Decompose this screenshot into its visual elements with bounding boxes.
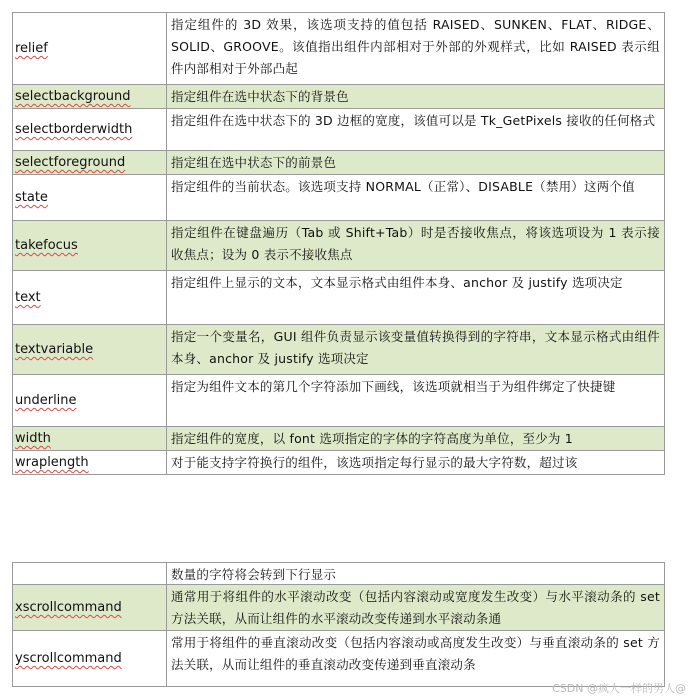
table-row: [12, 631, 665, 687]
table-row: [12, 221, 665, 271]
option-name: relief: [12, 13, 166, 84]
option-description: 指定组在选中状态下的前景色: [166, 151, 665, 174]
option-name: underline: [12, 375, 166, 426]
table-row: [12, 109, 665, 151]
option-description: 指定组件上显示的文本，文本显示格式由组件本身、anchor 及 justify 选项决定: [166, 271, 665, 324]
option-name: state: [12, 175, 166, 220]
option-name: selectborderwidth: [12, 109, 166, 150]
option-description: 指定为组件文本的第几个字符添加下画线，该选项就相当于为组件绑定了快捷键: [166, 375, 665, 426]
options-table-top: [12, 12, 665, 475]
option-name: width: [12, 427, 166, 450]
option-description: 指定组件在选中状态下的背景色: [166, 85, 665, 108]
watermark: CSDN @疯人一样的男人@: [552, 682, 686, 695]
option-name: xscrollcommand: [12, 585, 166, 630]
option-description: 指定一个变量名，GUI 组件负责显示该变量值转换得到的字符串，文本显示格式由组件本身、anchor 及 justify 选项决定: [166, 325, 665, 374]
table-row: [12, 271, 665, 325]
table-row: [12, 563, 665, 585]
table-row: [12, 585, 665, 631]
table-row: [12, 427, 665, 451]
table-row: [12, 85, 665, 109]
option-description: 指定组件的 3D 效果，该选项支持的值包括 RAISED、SUNKEN、FLAT、RIDGE、SOLID、GROOVE。该值指出组件内部相对于外部的外观样式，比如 RAISED 表示组件内部相对于外部凸起: [166, 13, 665, 84]
table-row: [12, 375, 665, 427]
option-description: 指定组件在键盘遍历（Tab 或 Shift+Tab）时是否接收焦点，将该选项设为 1 表示接收焦点；设为 0 表示不接收焦点: [166, 221, 665, 270]
option-description: 常用于将组件的垂直滚动改变（包括内容滚动或高度发生改变）与垂直滚动条的 set 方法关联，从而让组件的垂直滚动改变传递到垂直滚动条: [166, 631, 665, 686]
option-description: 指定组件在选中状态下的 3D 边框的宽度，该值可以是 Tk_GetPixels 接收的任何格式: [166, 109, 665, 150]
option-name: takefocus: [12, 221, 166, 270]
option-name: textvariable: [12, 325, 166, 374]
option-description: 通常用于将组件的水平滚动改变（包括内容滚动或宽度发生改变）与水平滚动条的 set 方法关联，从而让组件的水平滚动改变传递到水平滚动条通: [166, 585, 665, 630]
option-name: selectforeground: [12, 151, 166, 174]
option-name: text: [12, 271, 166, 324]
option-name: yscrollcommand: [12, 631, 166, 686]
table-row: [12, 13, 665, 85]
option-description: 指定组件的当前状态。该选项支持 NORMAL（正常）、DISABLE（禁用）这两个值: [166, 175, 665, 220]
option-description: 数量的字符将会转到下行显示: [166, 563, 665, 584]
option-name: wraplength: [12, 451, 166, 474]
option-name: [12, 563, 166, 584]
table-row: [12, 325, 665, 375]
table-row: [12, 175, 665, 221]
option-description: 对于能支持字符换行的组件，该选项指定每行显示的最大字符数，超过该: [166, 451, 665, 474]
option-description: 指定组件的宽度，以 font 选项指定的字体的字符高度为单位，至少为 1: [166, 427, 665, 450]
options-table-bottom: [12, 562, 665, 687]
table-row: [12, 451, 665, 475]
table-row: [12, 151, 665, 175]
option-name: selectbackground: [12, 85, 166, 108]
